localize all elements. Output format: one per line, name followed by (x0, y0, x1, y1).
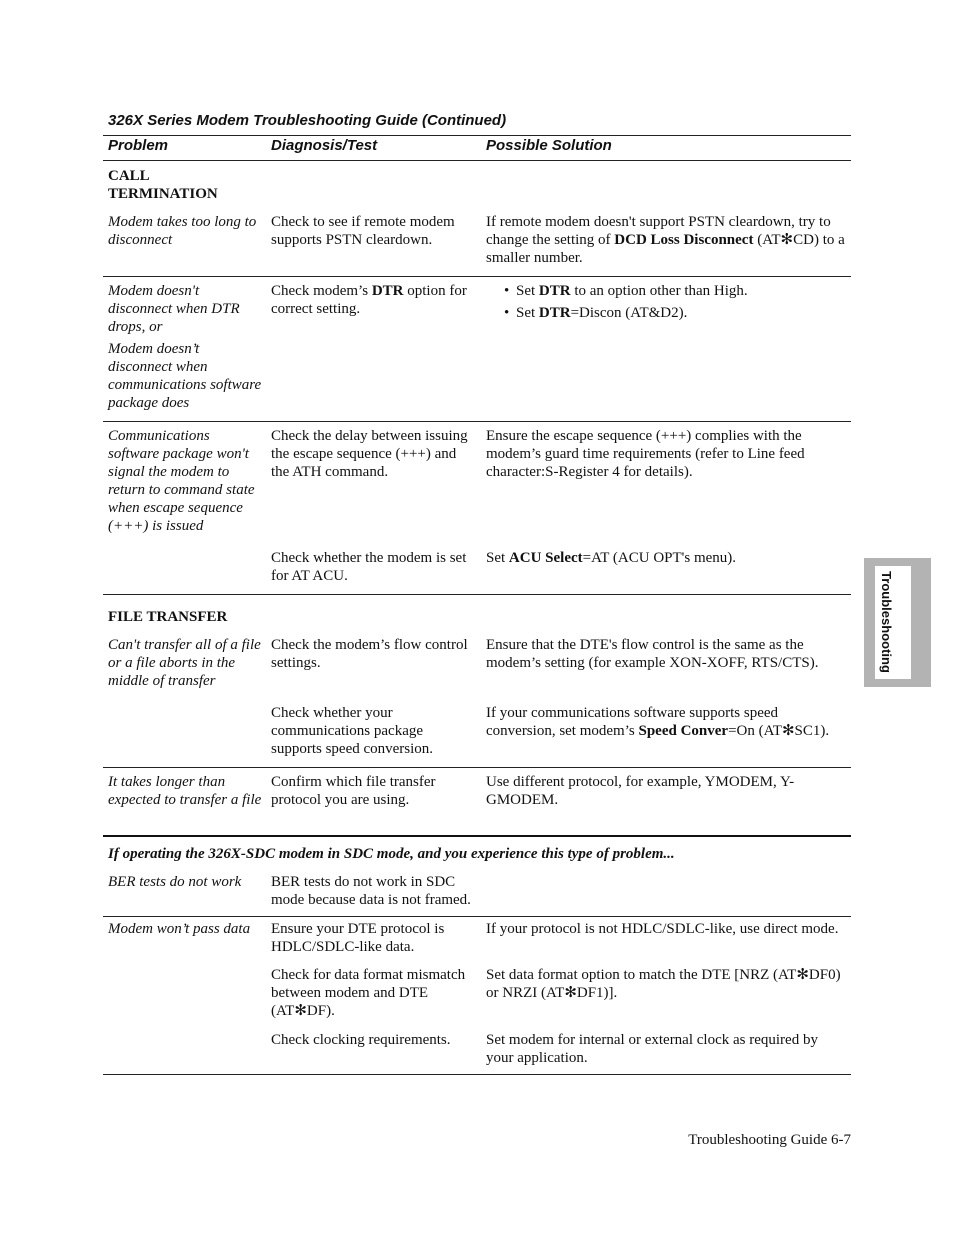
column-header-problem: Problem (108, 137, 169, 154)
row-divider (103, 421, 851, 422)
section-divider (103, 835, 851, 837)
problem-cell: It takes longer than expected to transfer a file (108, 774, 262, 808)
problem-cell: Modem doesn’t disconnect when communications software package does (108, 341, 262, 411)
solution-cell: Set data format option to match the DTE [NRZ (AT✻DF0) or NRZI (AT✻DF1)]. (486, 967, 841, 1001)
row-divider (103, 916, 851, 917)
row-divider (103, 276, 851, 277)
solution-cell: Set ACU Select=AT (ACU OPT's menu). (486, 550, 737, 566)
column-header-diagnosis: Diagnosis/Test (271, 137, 378, 154)
problem-cell: Modem doesn't disconnect when DTR drops, or (108, 283, 240, 335)
bullet-item: • Set DTR to an option other than High. (502, 282, 842, 300)
solution-cell: Set modem for internal or external clock as required by your application. (486, 1032, 818, 1066)
row-divider (103, 594, 851, 595)
solution-cell: If remote modem doesn't support PSTN cleardown, try to change the setting of DCD Loss Disconnect (AT✻CD) to a smaller number. (486, 214, 845, 266)
solution-cell: Ensure the escape sequence (+++) complies with the modem’s guard time requirements (refer to Line feed character:S-Register 4 for details). (486, 428, 805, 480)
problem-cell: Communications software package won't signal the modem to return to command state when escape sequence (+++) is issued (108, 428, 255, 534)
table-header (103, 135, 851, 161)
diagnosis-cell: Check to see if remote modem supports PSTN cleardown. (271, 214, 455, 248)
sdc-section-heading: If operating the 326X-SDC modem in SDC mode, and you experience this type of problem... (108, 846, 675, 862)
diagnosis-cell: Check the modem’s flow control settings. (271, 637, 468, 671)
chapter-tab-label: Troubleshooting (879, 571, 894, 673)
table-caption: 326X Series Modem Troubleshooting Guide (Continued) (108, 112, 507, 129)
section-title-call-termination: CALL TERMINATION (108, 168, 218, 202)
diagnosis-cell: Check whether the modem is set for AT ACU. (271, 550, 467, 584)
problem-cell: Modem won’t pass data (108, 921, 251, 937)
table-bottom-rule (103, 1074, 851, 1075)
solution-cell: If your protocol is not HDLC/SDLC-like, use direct mode. (486, 921, 839, 937)
problem-cell: Can't transfer all of a file or a file aborts in the middle of transfer (108, 637, 261, 689)
section-title-file-transfer: FILE TRANSFER (108, 609, 228, 625)
page-footer: Troubleshooting Guide 6-7 (688, 1132, 851, 1148)
column-header-solution: Possible Solution (486, 137, 612, 154)
bullet-item: • Set DTR=Discon (AT&D2). (502, 304, 842, 322)
diagnosis-cell: Check clocking requirements. (271, 1032, 451, 1048)
problem-cell: Modem takes too long to disconnect (108, 214, 257, 248)
diagnosis-cell: BER tests do not work in SDC mode because data is not framed. (271, 874, 471, 908)
solution-cell: Use different protocol, for example, YMODEM, Y-GMODEM. (486, 774, 795, 808)
diagnosis-cell: Check modem’s DTR option for correct setting. (271, 283, 467, 317)
problem-cell: BER tests do not work (108, 874, 242, 890)
solution-cell: If your communications software supports speed conversion, set modem’s Speed Conver=On (AT✻SC1). (486, 705, 830, 739)
solution-bullet-list (502, 282, 842, 326)
chapter-tab (864, 558, 931, 687)
diagnosis-cell: Ensure your DTE protocol is HDLC/SDLC-like data. (271, 921, 445, 955)
row-divider (103, 767, 851, 768)
diagnosis-cell: Check the delay between issuing the escape sequence (+++) and the ATH command. (271, 428, 468, 480)
diagnosis-cell: Check whether your communications package supports speed conversion. (271, 705, 434, 757)
solution-cell: Ensure that the DTE's flow control is the same as the modem’s setting (for example XON-XOFF, RTS/CTS). (486, 637, 819, 671)
diagnosis-cell: Check for data format mismatch between modem and DTE (AT✻DF). (271, 967, 466, 1019)
diagnosis-cell: Confirm which file transfer protocol you are using. (271, 774, 436, 808)
